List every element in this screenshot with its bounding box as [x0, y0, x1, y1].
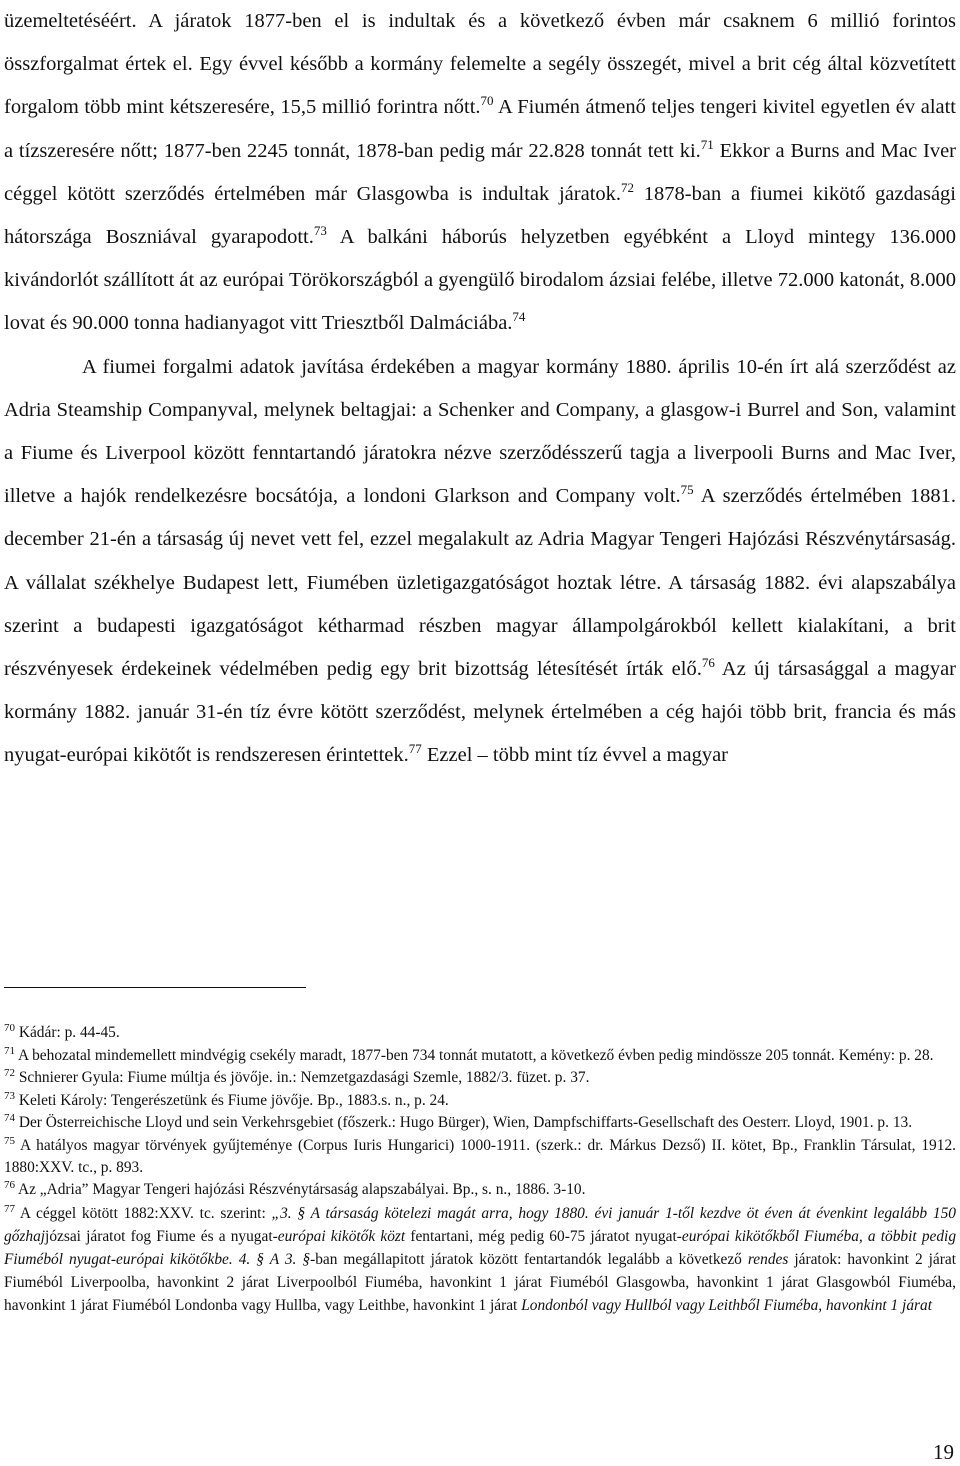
footnote-ref-76[interactable]: 76: [701, 655, 715, 671]
text-run: A szerződés értelmében 1881. december 21-én a társaság új nevet vett fel, ezzel megalakult az Adria Magyar Tengeri Hajózási Részvénytársaság. A vállalat székhelye Budapest lett, Fiumében üzletigazgatóságot hoztak létre. A társaság 1882. évi alapszabálya szerint a budapesti igazgatóságot kétharmad részben magyar állampolgárokból kellett kialakítani, a brit részvényesek érdekeinek védelmében pedig egy brit bizottság létesítését írták elő.: [4, 485, 956, 681]
footnote-ref-73[interactable]: 73: [313, 223, 327, 239]
paragraph-1: [4, 0, 956, 346]
footnote-74: [4, 1112, 956, 1134]
footnote-number: 75: [4, 1134, 15, 1147]
footnote-ref-77[interactable]: 77: [408, 741, 422, 757]
footnote-75: [4, 1135, 956, 1178]
footnote-text: Keleti Károly: Tengerészetünk és Fiume jövője. Bp., 1883.s. n., p. 24.: [15, 1091, 449, 1109]
footnote-73: [4, 1090, 956, 1112]
footnote-77: [4, 1202, 956, 1317]
footnote-text: Der Österreichische Lloyd und sein Verkehrsgebiet (főszerk.: Hugo Bürger), Wien, Dampfschiffarts-Gesellschaft des Oesterr. Lloyd, 1901. p. 13.: [15, 1114, 913, 1132]
footnote-text: Kádár: p. 44-45.: [15, 1024, 120, 1041]
footnote-number: 70: [4, 1022, 15, 1034]
footnote-quote: európai kikötőkből Fiuméba, a többit pedig Fiuméból nyugat-európai kikötőkbe. 4. § A 3. §: [4, 1227, 957, 1268]
footnote-number: 73: [4, 1089, 15, 1102]
footnote-number: 76: [4, 1179, 15, 1192]
footnote-number: 72: [4, 1067, 15, 1080]
footnote-text: járatok: havonkint 2 járat Fiuméból Liverpoolba, havonkint 2 járat Liverpoolból Fiuméba, havonkint 1 járat Fiuméból Glasgowba, havonkint 1 járat Glasgowból Fiuméba, havonkint 1 járat Fiuméból Londonba vagy Hullba, vagy Leithbe, havonkint 1 járat: [4, 1250, 956, 1314]
paragraph-2: [4, 346, 956, 778]
footnote-ref-74[interactable]: 74: [512, 309, 526, 325]
footnote-text: józsai járatot fog Fiume és a nyugat-: [45, 1227, 278, 1245]
footnotes: [4, 1022, 956, 1317]
footnote-number: 74: [4, 1112, 15, 1125]
text-run: Az új társasággal a magyar kormány 1882. január 31-én tíz évre kötött szerződést, melynek értelmében a cég hajói több brit, francia és más nyugat-európai kikötőt is rendszeresen érintettek.: [4, 658, 957, 767]
footnote-text: fentartani, még pedig 60-75 járatot nyugat-: [405, 1227, 682, 1245]
footnote-ref-70[interactable]: 70: [480, 93, 494, 109]
footnote-text: Schnierer Gyula: Fiume múltja és jövője. in.: Nemzetgazdasági Szemle, 1882/3. füzet. p. 37.: [15, 1069, 590, 1087]
footnote-quote: európai kikötők közt: [277, 1227, 406, 1245]
footnote-separator: [4, 987, 306, 988]
text-run: A Fiumén átmenő teljes tengeri kivitel egyetlen év alatt a tízszeresére nőtt; 1877-ben 2245 tonnát, 1878-ban pedig már 22.828 tonnát tett ki.: [4, 96, 956, 162]
text-run: A balkáni háborús helyzetben egyébként a Lloyd mintegy 136.000 kivándorlót szállított át az európai Törökországból a gyengülő birodalom ázsiai felébe, illetve 72.000 katonát, 8.000 lovat és 90.000 tonna hadianyagot vitt Triesztből Dalmáciába.: [4, 226, 956, 335]
footnote-72: [4, 1067, 956, 1089]
footnote-text: -ban megállapitott járatok között fentartandók legalább a következő: [310, 1250, 748, 1268]
footnote-ref-71[interactable]: 71: [700, 136, 714, 152]
footnote-number: 77: [4, 1202, 15, 1215]
text-run: Ekkor a Burns and Mac Iver céggel kötött szerződés értelmében már Glasgowba is indultak járatok.: [4, 139, 956, 205]
text-run: üzemeltetéséért. A járatok 1877-ben el is indultak és a következő évben már csaknem 6 millió forintos összforgalmat értek el. Egy évvel később a kormány felemelte a segély összegét, mivel a brit cég által közvetített forgalom több mint kétszeresére, 15,5 millió forintra nőtt.: [4, 10, 956, 119]
footnote-71: [4, 1045, 956, 1067]
footnote-quote: Londonból vagy Hullból vagy Leithből Fiuméba, havonkint 1 járat: [521, 1296, 932, 1314]
main-text: [4, 0, 956, 778]
page-number: 19: [933, 1440, 954, 1464]
text-run: Ezzel – több mint tíz évvel a magyar: [421, 744, 728, 767]
text-run: 1878-ban a fiumei kikötő gazdasági hátországa Boszniával gyarapodott.: [4, 182, 956, 249]
footnote-text: A hatályos magyar törvények gyűjteménye (Corpus Iuris Hungarici) 1000-1911. (szerk.: dr. Márkus Dezső) II. kötet, Bp., Franklin Társulat, 1912. 1880:XXV. tc., p. 893.: [4, 1136, 956, 1176]
footnote-number: 71: [4, 1044, 15, 1057]
footnote-text: A behozatal mindemellett mindvégig csekély maradt, 1877-ben 734 tonnát mutatott, a következő évben pedig mindössze 205 tonnát. Kemény: p. 28.: [15, 1046, 934, 1064]
footnote-text: Az „Adria” Magyar Tengeri hajózási Részvénytársaság alapszabályai. Bp., s. n., 1886. 3-10.: [15, 1181, 586, 1199]
footnote-ref-72[interactable]: 72: [621, 179, 635, 195]
footnote-70: [4, 1022, 956, 1044]
text-run: A fiumei forgalmi adatok javítása érdekében a magyar kormány 1880. április 10-én írt alá szerződést az Adria Steamship Companyval, melynek beltagjai: a Schenker and Company, a glasgow-i Burrel and Son, valamint a Fiume és Liverpool között fenntartandó járatokra nézve szerződésszerű tagja a liverpooli Burns and Mac Iver, illetve a hajók rendelkezésre bocsátója, a londoni Glarkson and Company volt.: [4, 355, 956, 508]
footnote-ref-75[interactable]: 75: [680, 482, 694, 498]
footnote-quote: „3. § A társaság kötelezi magát arra, hogy 1880. évi január 1-től kezdve öt éven át évenkint legalább 150 gőzhaj: [4, 1204, 956, 1245]
footnote-76: [4, 1179, 956, 1201]
footnote-text: A céggel kötött 1882:XXV. tc. szerint:: [15, 1204, 272, 1222]
footnote-quote: rendes: [747, 1250, 789, 1268]
